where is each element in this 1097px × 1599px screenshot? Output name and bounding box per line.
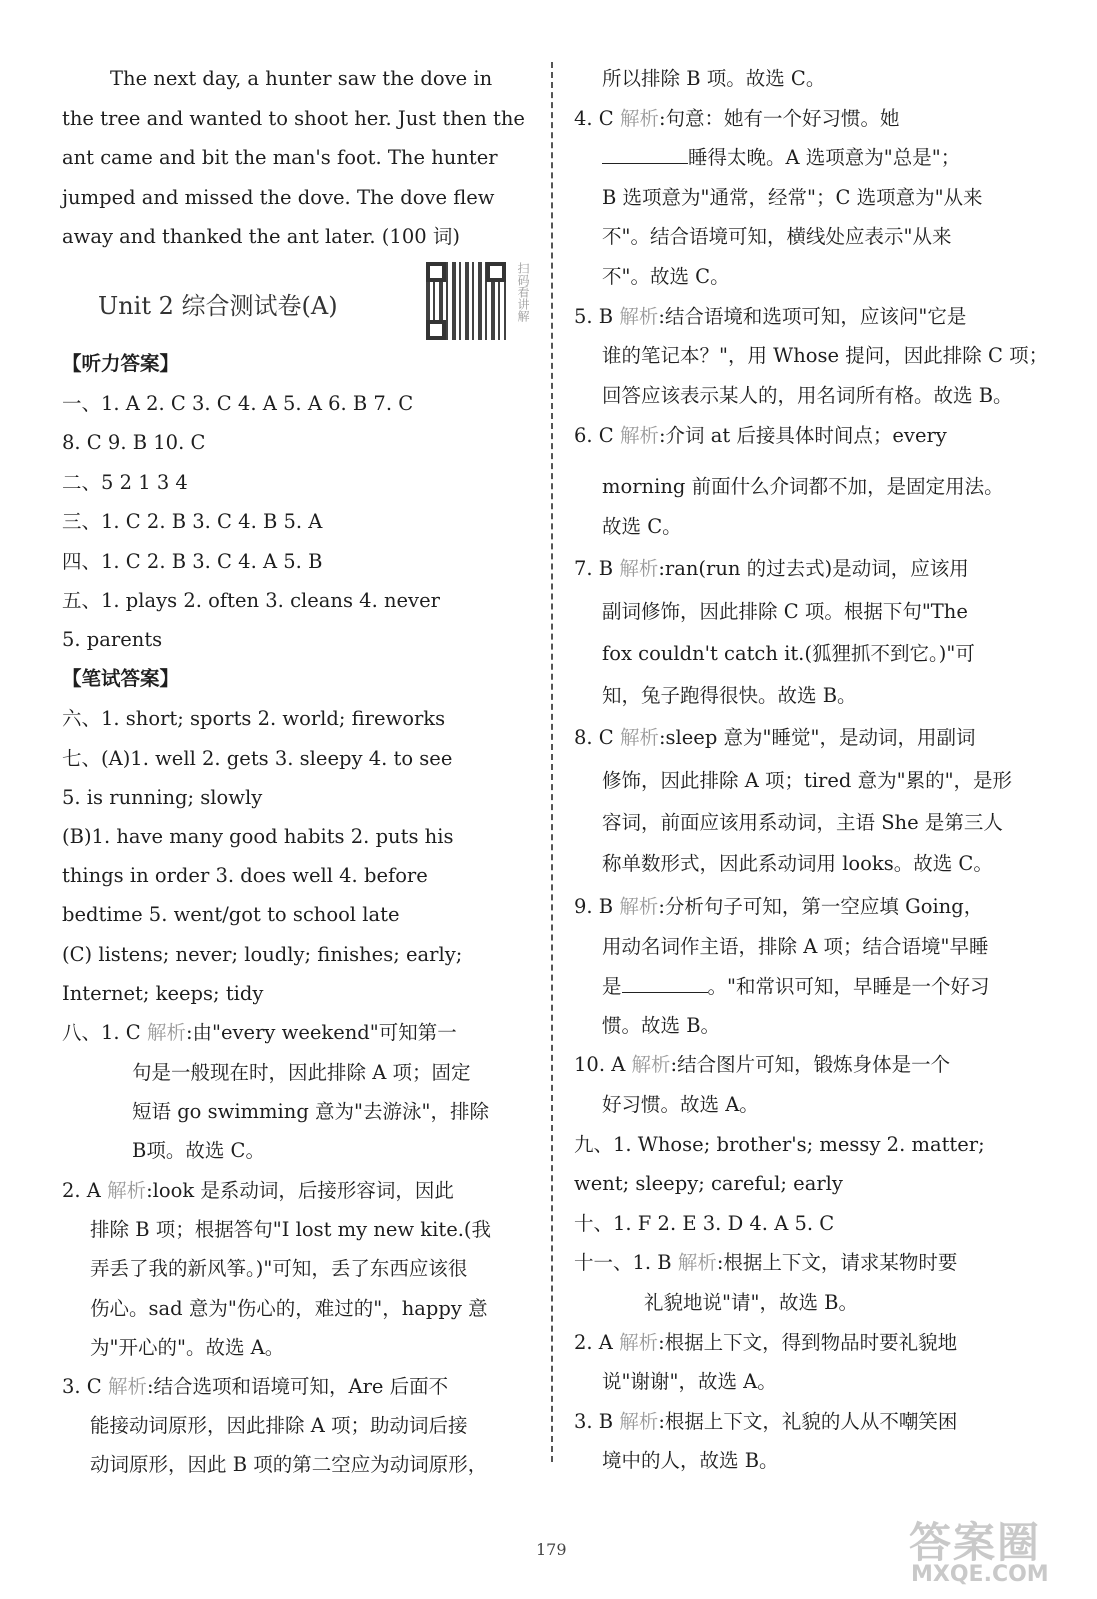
right-line: 6. C 解析:介词 at 后接具体时间点；every — [574, 424, 947, 447]
left-line: (B)1. have many good habits 2. puts his — [62, 825, 454, 848]
left-line: bedtime 5. went/got to school late — [62, 903, 400, 926]
analysis-label: 解析 — [619, 305, 659, 328]
left-line: things in order 3. does well 4. before — [62, 864, 428, 887]
left-line: 为"开心的"。故选 A。 — [90, 1336, 285, 1359]
left-line: 弄丢了我的新风筝。)"可知，丢了东西应该很 — [90, 1257, 468, 1280]
left-line: 能接动词原形，因此排除 A 项；助动词后接 — [90, 1414, 468, 1437]
left-line: 伤心。sad 意为"伤心的，难过的"，happy 意 — [90, 1297, 488, 1320]
watermark-top-text: 答案圈 — [909, 1518, 1042, 1567]
analysis-label: 解析 — [619, 1331, 659, 1354]
right-line: 十一、1. B 解析:根据上下文，请求某物时要 — [574, 1251, 958, 1274]
left-line: 3. C 解析:结合选项和语境可知，Are 后面不 — [62, 1375, 449, 1398]
left-line: 一、1. A 2. C 3. C 4. A 5. A 6. B 7. C — [62, 392, 414, 415]
right-line: 说"谢谢"，故选 A。 — [602, 1370, 777, 1393]
right-line: 不"。故选 C。 — [602, 265, 730, 288]
right-line: 4. C 解析:句意：她有一个好习惯。她 — [574, 107, 900, 130]
left-line: 排除 B 项；根据答句"I lost my new kite.(我 — [90, 1218, 492, 1241]
left-line: 2. A 解析:look 是系动词，后接形容词，因此 — [62, 1179, 454, 1202]
right-line: 好习惯。故选 A。 — [602, 1093, 759, 1116]
left-line: 六、1. short; sports 2. world; fireworks — [62, 707, 446, 730]
left-line: Internet; keeps; tidy — [62, 982, 264, 1005]
left-line: 七、(A)1. well 2. gets 3. sleepy 4. to see — [62, 747, 453, 770]
analysis-label: 解析 — [619, 107, 659, 130]
left-line: 三、1. C 2. B 3. C 4. B 5. A — [62, 510, 323, 533]
analysis-label: 解析 — [619, 895, 659, 918]
analysis-label: 解析 — [107, 1375, 147, 1398]
right-line: 称单数形式，因此系动词用 looks。故选 C。 — [602, 852, 993, 875]
left-line: 短语 go swimming 意为"去游泳"，排除 — [132, 1100, 489, 1123]
right-line: 9. B 解析:分析句子可知，第一空应填 Going， — [574, 895, 984, 918]
left-line: 八、1. C 解析:由"every weekend"可知第一 — [62, 1021, 457, 1044]
right-line: 惯。故选 B。 — [602, 1014, 721, 1037]
right-line: 九、1. Whose; brother's; messy 2. matter; — [574, 1133, 985, 1156]
right-line: 不"。结合语境可知，横线处应表示"从来 — [602, 225, 952, 248]
left-line: ant came and bit the man's foot. The hunter — [62, 146, 498, 169]
left-line: 句是一般现在时，因此排除 A 项；固定 — [132, 1061, 471, 1084]
right-line: 礼貌地说"请"，故选 B。 — [644, 1291, 858, 1314]
analysis-label: 解析 — [107, 1179, 147, 1202]
left-line: 【笔试答案】 — [62, 667, 180, 690]
left-line: 5. parents — [62, 628, 163, 651]
right-line: 用动名词作主语，排除 A 项；结合语境"早睡 — [602, 935, 989, 958]
left-line: 8. C 9. B 10. C — [62, 431, 206, 454]
right-line: 3. B 解析:根据上下文，礼貌的人从不嘲笑困 — [574, 1410, 958, 1433]
analysis-label: 解析 — [619, 424, 659, 447]
left-line: 五、1. plays 2. often 3. cleans 4. never — [62, 589, 440, 612]
right-line: fox couldn't catch it.(狐狸抓不到它。)"可 — [602, 642, 975, 665]
right-line: 8. C 解析:sleep 意为"睡觉"，是动词，用副词 — [574, 726, 976, 749]
left-line: B项。故选 C。 — [132, 1139, 265, 1162]
answer-blank — [602, 145, 688, 164]
left-line: 5. is running; slowly — [62, 786, 263, 809]
left-line: jumped and missed the dove. The dove flew — [62, 186, 495, 209]
analysis-label: 解析 — [619, 1410, 659, 1433]
left-line: away and thanked the ant later. (100 词) — [62, 225, 460, 248]
right-line: 5. B 解析:结合语境和选项可知，应该问"它是 — [574, 305, 967, 328]
answer-blank — [622, 974, 708, 993]
right-line: 所以排除 B 项。故选 C。 — [602, 67, 826, 90]
qr-side-label: 扫码看讲解 — [516, 262, 530, 322]
right-line: 7. B 解析:ran(run 的过去式)是动词，应该用 — [574, 557, 969, 580]
left-line: 四、1. C 2. B 3. C 4. A 5. B — [62, 550, 323, 573]
right-line: went; sleepy; careful; early — [574, 1172, 843, 1195]
analysis-label: 解析 — [146, 1021, 186, 1044]
analysis-label: 解析 — [677, 1251, 717, 1274]
right-line: 十、1. F 2. E 3. D 4. A 5. C — [574, 1212, 835, 1235]
right-line: 副词修饰，因此排除 C 项。根据下句"The — [602, 600, 968, 623]
section-title: Unit 2 综合测试卷(A) — [98, 292, 338, 320]
right-line: 谁的笔记本？"，用 Whose 提问，因此排除 C 项； — [602, 344, 1049, 367]
left-line: (C) listens; never; loudly; finishes; early; — [62, 943, 463, 966]
analysis-label: 解析 — [619, 557, 659, 580]
right-line: morning 前面什么介词都不加，是固定用法。 — [602, 475, 1004, 498]
left-line: 【听力答案】 — [62, 352, 180, 375]
right-line: 2. A 解析:根据上下文，得到物品时要礼貌地 — [574, 1331, 958, 1354]
right-line: 故选 C。 — [602, 515, 682, 538]
left-line: 动词原形，因此 B 项的第二空应为动词原形， — [90, 1453, 488, 1476]
analysis-label: 解析 — [631, 1053, 671, 1076]
left-line: the tree and wanted to shoot her. Just then the — [62, 107, 525, 130]
watermark-logo — [903, 1510, 1083, 1590]
right-line: 10. A 解析:结合图片可知，锻炼身体是一个 — [574, 1053, 951, 1076]
right-line: 知，兔子跑得很快。故选 B。 — [602, 684, 857, 707]
right-line: 修饰，因此排除 A 项；tired 意为"累的"，是形 — [602, 769, 1013, 792]
right-line: 回答应该表示某人的，用名词所有格。故选 B。 — [602, 384, 1013, 407]
qr-code-icon[interactable] — [426, 262, 506, 340]
page-number: 179 — [536, 1540, 567, 1559]
left-line: The next day, a hunter saw the dove in — [110, 67, 493, 90]
left-line: 二、5 2 1 3 4 — [62, 471, 188, 494]
right-line: 睡得太晚。A 选项意为"总是"； — [602, 145, 960, 171]
right-line: B 选项意为"通常，经常"；C 选项意为"从来 — [602, 186, 983, 209]
right-line: 容词，前面应该用系动词，主语 She 是第三人 — [602, 811, 1003, 834]
analysis-label: 解析 — [619, 726, 659, 749]
watermark-bottom-text: MXQE.COM — [911, 1562, 1049, 1587]
column-divider — [551, 62, 553, 1462]
right-line: 境中的人，故选 B。 — [602, 1449, 779, 1472]
right-line: 是 。"和常识可知，早睡是一个好习 — [602, 975, 990, 998]
